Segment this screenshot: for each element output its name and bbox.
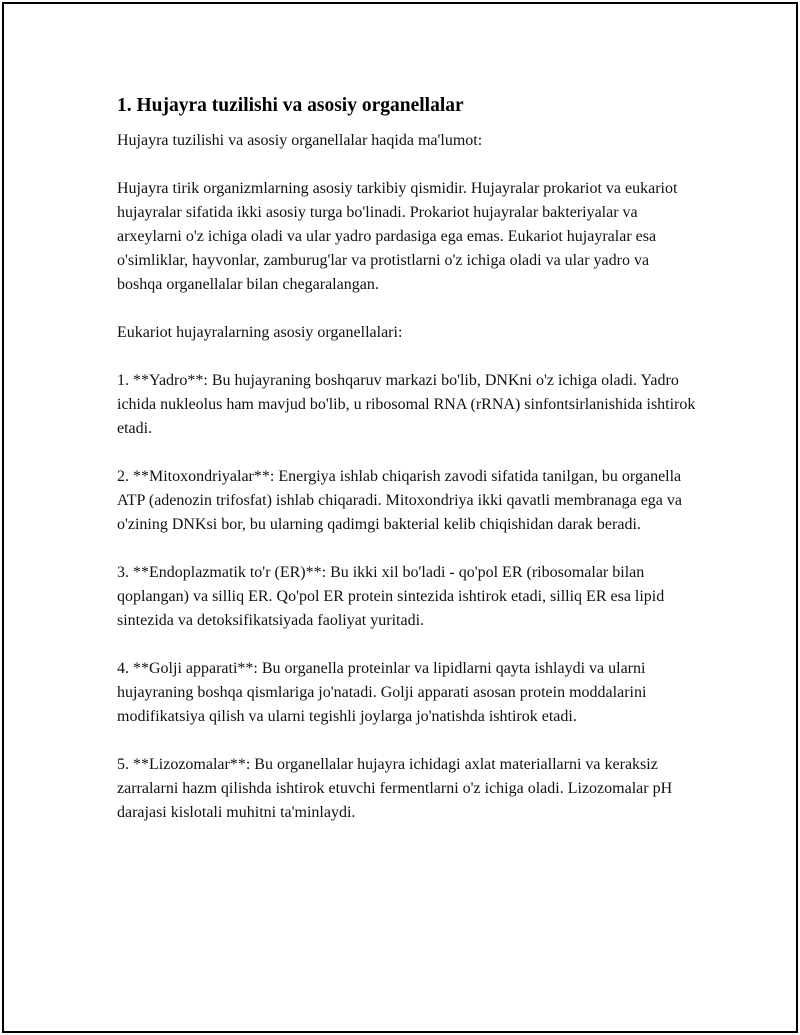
organelles-heading: Eukariot hujayralarning asosiy organellalari:: [117, 324, 403, 341]
organelle-item-golgi: 4. **Golji apparati**: Bu organella proteinlar va lipidlarni qayta ishlaydi va ularni hujayraning boshqa qismlariga jo'natadi. Golji apparati asosan protein moddalarini modifikatsiya qilish va ularni tegishli joylarga jo'natishda ishtirok etadi.: [117, 660, 647, 725]
overview-paragraph: Hujayra tirik organizmlarning asosiy tarkibiy qismidir. Hujayralar prokariot va eukariot hujayralar sifatida ikki asosiy turga bo'linadi. Prokariot hujayralar bakteriyalar va arxeylarni o'z ichiga oladi va ular yadro pardasiga ega emas. Eukariot hujayralar esa o'simliklar, hayvonlar, zamburug'lar va protistlarni o'z ichiga oladi va ular yadro va boshqa organellalar bilan chegaralangan.: [117, 180, 678, 293]
organelle-item-er: 3. **Endoplazmatik to'r (ER)**: Bu ikki xil bo'ladi - qo'pol ER (ribosomalar bilan qoplangan) va silliq ER. Qo'pol ER protein sintezida ishtirok etadi, silliq ER esa lipid sintezida va detoksifikatsiyada faoliyat yuritadi.: [117, 564, 665, 629]
organelle-item-mitochondria: 2. **Mitoxondriyalar**: Energiya ishlab chiqarish zavodi sifatida tanilgan, bu organella ATP (adenozin trifosfat) ishlab chiqaradi. Mitoxondriya ikki qavatli membranaga ega va o'zining DNKsi bor, bu ularning qadimgi bakterial kelib chiqishidan darak beradi.: [117, 468, 683, 533]
intro-paragraph: Hujayra tuzilishi va asosiy organellalar haqida ma'lumot:: [117, 132, 483, 149]
document-title: 1. Hujayra tuzilishi va asosiy organellalar: [117, 95, 464, 116]
organelle-item-nucleus: 1. **Yadro**: Bu hujayraning boshqaruv markazi bo'lib, DNKni o'z ichiga oladi. Yadro ichida nukleolus ham mavjud bo'lib, u ribosomal RNA (rRNA) sinfontsirlanishida ishtirok etadi.: [117, 372, 696, 437]
organelle-item-lysosomes: 5. **Lizozomalar**: Bu organellalar hujayra ichidagi axlat materiallarni va keraksiz zarralarni hazm qilishda ishtirok etuvchi fermentlarni o'z ichiga oladi. Lizozomalar pH darajasi kislotali muhitni ta'minlaydi.: [117, 756, 673, 821]
document-body: [117, 93, 697, 849]
